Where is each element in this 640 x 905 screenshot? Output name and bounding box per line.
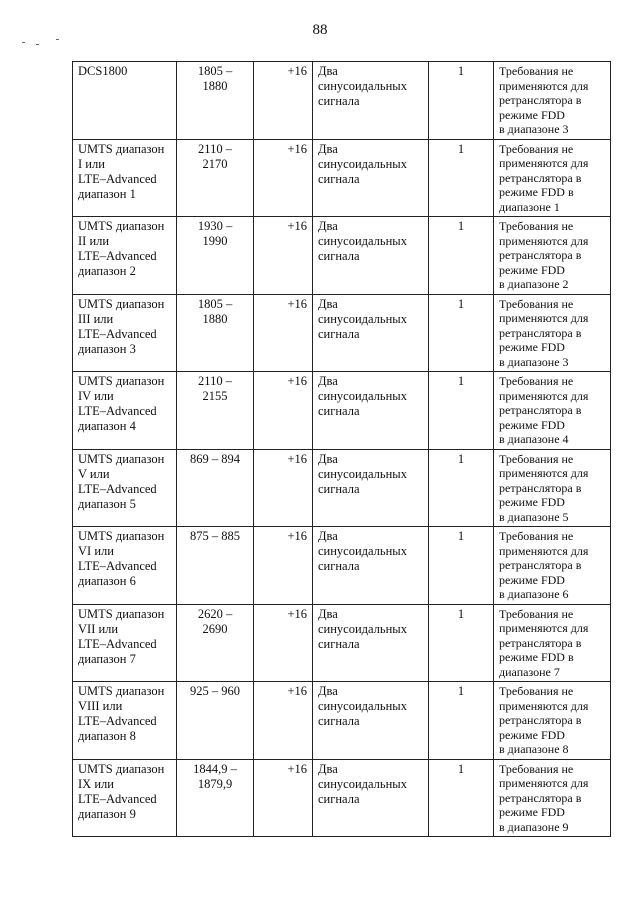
frequency-range-cell: 2110 – 2170 xyxy=(177,139,254,217)
table-row xyxy=(73,62,611,140)
count-cell: 1 xyxy=(429,139,494,217)
band-cell: UMTS диапазон I или LTE–Advanced диапазон 1 xyxy=(73,139,177,217)
frequency-range-cell: 869 – 894 xyxy=(177,449,254,527)
frequency-range-cell: 1930 – 1990 xyxy=(177,217,254,295)
count-cell: 1 xyxy=(429,604,494,682)
count-cell: 1 xyxy=(429,294,494,372)
frequency-range-cell: 2110 – 2155 xyxy=(177,372,254,450)
band-cell: UMTS диапазон III или LTE–Advanced диапазон 3 xyxy=(73,294,177,372)
table-row xyxy=(73,217,611,295)
band-cell: UMTS диапазон VII или LTE–Advanced диапазон 7 xyxy=(73,604,177,682)
level-cell: +16 xyxy=(254,217,313,295)
note-cell: Требования не применяются для ретранслятора в режиме FDD в диапазоне 6 xyxy=(494,527,611,605)
note-cell: Требования не применяются для ретранслятора в режиме FDD в диапазоне 2 xyxy=(494,217,611,295)
note-cell: Требования не применяются для ретранслятора в режиме FDD в диапазоне 3 xyxy=(494,294,611,372)
table-row xyxy=(73,604,611,682)
note-cell: Требования не применяются для ретранслятора в режиме FDD в диапазоне 5 xyxy=(494,449,611,527)
table-row xyxy=(73,294,611,372)
level-cell: +16 xyxy=(254,682,313,760)
signal-type-cell: Два синусоидальных сигнала xyxy=(313,759,429,837)
band-cell: UMTS диапазон VI или LTE–Advanced диапазон 6 xyxy=(73,527,177,605)
signal-type-cell: Два синусоидальных сигнала xyxy=(313,372,429,450)
note-cell: Требования не применяются для ретранслятора в режиме FDD в диапазоне 4 xyxy=(494,372,611,450)
band-cell: UMTS диапазон II или LTE–Advanced диапазон 2 xyxy=(73,217,177,295)
level-cell: +16 xyxy=(254,294,313,372)
band-cell: UMTS диапазон VIII или LTE–Advanced диапазон 8 xyxy=(73,682,177,760)
level-cell: +16 xyxy=(254,527,313,605)
level-cell: +16 xyxy=(254,139,313,217)
count-cell: 1 xyxy=(429,62,494,140)
signal-type-cell: Два синусоидальных сигнала xyxy=(313,604,429,682)
count-cell: 1 xyxy=(429,759,494,837)
note-cell: Требования не применяются для ретранслятора в режиме FDD в диапазоне 1 xyxy=(494,139,611,217)
signal-type-cell: Два синусоидальных сигнала xyxy=(313,139,429,217)
table-row xyxy=(73,372,611,450)
table-body xyxy=(73,62,611,837)
note-cell: Требования не применяются для ретранслятора в режиме FDD в диапазоне 3 xyxy=(494,62,611,140)
note-cell: Требования не применяются для ретранслятора в режиме FDD в диапазоне 9 xyxy=(494,759,611,837)
count-cell: 1 xyxy=(429,449,494,527)
count-cell: 1 xyxy=(429,682,494,760)
repeater-requirements-table xyxy=(72,61,611,837)
frequency-range-cell: 1844,9 – 1879,9 xyxy=(177,759,254,837)
note-cell: Требования не применяются для ретранслятора в режиме FDD в диапазоне 8 xyxy=(494,682,611,760)
page-number: 88 xyxy=(312,22,328,38)
count-cell: 1 xyxy=(429,372,494,450)
frequency-range-cell: 875 – 885 xyxy=(177,527,254,605)
note-cell: Требования не применяются для ретранслятора в режиме FDD в диапазоне 7 xyxy=(494,604,611,682)
band-cell: DCS1800 xyxy=(73,62,177,140)
frequency-range-cell: 2620 – 2690 xyxy=(177,604,254,682)
frequency-range-cell: 925 – 960 xyxy=(177,682,254,760)
signal-type-cell: Два синусоидальных сигнала xyxy=(313,449,429,527)
signal-type-cell: Два синусоидальных сигнала xyxy=(313,294,429,372)
frequency-range-cell: 1805 – 1880 xyxy=(177,62,254,140)
signal-type-cell: Два синусоидальных сигнала xyxy=(313,527,429,605)
table-row xyxy=(73,527,611,605)
level-cell: +16 xyxy=(254,372,313,450)
level-cell: +16 xyxy=(254,449,313,527)
frequency-range-cell: 1805 – 1880 xyxy=(177,294,254,372)
band-cell: UMTS диапазон IX или LTE–Advanced диапазон 9 xyxy=(73,759,177,837)
signal-type-cell: Два синусоидальных сигнала xyxy=(313,217,429,295)
signal-type-cell: Два синусоидальных сигнала xyxy=(313,62,429,140)
table-row xyxy=(73,759,611,837)
band-cell: UMTS диапазон V или LTE–Advanced диапазон 5 xyxy=(73,449,177,527)
table-row xyxy=(73,449,611,527)
level-cell: +16 xyxy=(254,759,313,837)
table-row xyxy=(73,682,611,760)
level-cell: +16 xyxy=(254,604,313,682)
signal-type-cell: Два синусоидальных сигнала xyxy=(313,682,429,760)
level-cell: +16 xyxy=(254,62,313,140)
scan-artifact-marks xyxy=(22,36,82,56)
count-cell: 1 xyxy=(429,217,494,295)
band-cell: UMTS диапазон IV или LTE–Advanced диапазон 4 xyxy=(73,372,177,450)
count-cell: 1 xyxy=(429,527,494,605)
table-row xyxy=(73,139,611,217)
